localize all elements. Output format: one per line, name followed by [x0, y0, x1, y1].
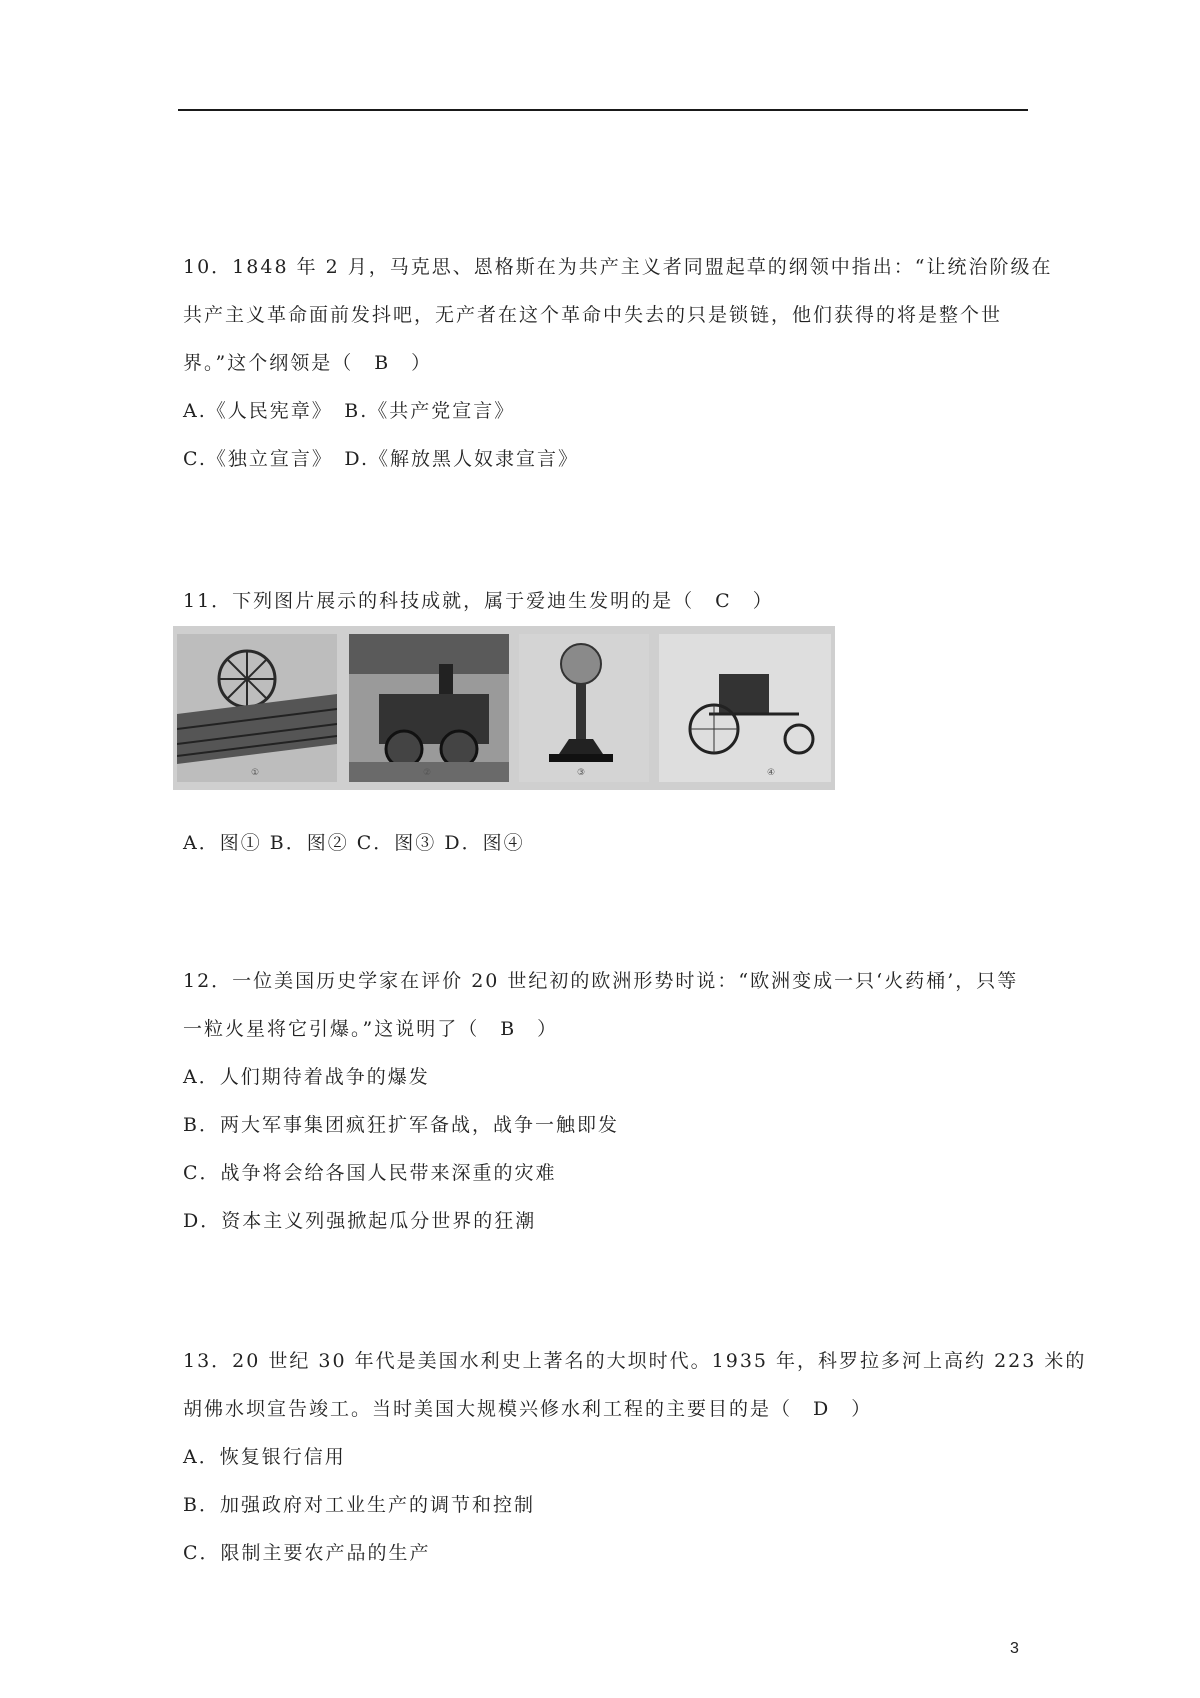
q11-question: 11．下列图片展示的科技成就，属于爱迪生发明的是（ C ） — [183, 590, 774, 612]
q13-option-c: C．限制主要农产品的生产 — [183, 1542, 431, 1564]
figure-panel-1 — [177, 634, 337, 782]
page-number: 3 — [1010, 1640, 1019, 1657]
figure-panel-2 — [349, 634, 509, 782]
q10-option-ab: A.《人民宪章》 B.《共产党宣言》 — [183, 400, 516, 422]
q10-line-3: 界。”这个纲领是（ B ） — [183, 352, 433, 374]
header-rule — [178, 109, 1028, 111]
q11-figure — [173, 626, 835, 790]
q12-line-1: 12．一位美国历史学家在评价 20 世纪初的欧洲形势时说：“欧洲变成一只‘火药桶’，只等 — [183, 970, 1019, 992]
figure-panel-3 — [519, 634, 649, 782]
figure-label-1: ① — [251, 768, 260, 778]
q13-option-b: B．加强政府对工业生产的调节和控制 — [183, 1494, 535, 1516]
q12-option-d: D．资本主义列强掀起瓜分世界的狂潮 — [183, 1210, 537, 1232]
q12-line-2: 一粒火星将它引爆。”这说明了（ B ） — [183, 1018, 559, 1040]
figure-panel-4 — [659, 634, 831, 782]
figure-label-2: ② — [423, 768, 432, 778]
q13-line-2: 胡佛水坝宣告竣工。当时美国大规模兴修水利工程的主要目的是（ D ） — [183, 1398, 873, 1420]
q12-option-b: B．两大军事集团疯狂扩军备战，战争一触即发 — [183, 1114, 619, 1136]
q13-option-a: A．恢复银行信用 — [183, 1446, 346, 1468]
figure-label-3: ③ — [577, 768, 586, 778]
q11-options: A．图① B．图② C．图③ D．图④ — [183, 832, 525, 854]
figure-label-4: ④ — [767, 768, 776, 778]
q12-option-a: A．人们期待着战争的爆发 — [183, 1066, 430, 1088]
q12-option-c: C．战争将会给各国人民带来深重的灾难 — [183, 1162, 557, 1184]
q13-line-1: 13．20 世纪 30 年代是美国水利史上著名的大坝时代。1935 年，科罗拉多河上高约 223 米的 — [183, 1350, 1087, 1372]
q10-option-cd: C.《独立宣言》 D.《解放黑人奴隶宣言》 — [183, 448, 579, 470]
q10-line-2: 共产主义革命面前发抖吧，无产者在这个革命中失去的只是锁链，他们获得的将是整个世 — [183, 304, 1003, 326]
q10-line-1: 10．1848 年 2 月，马克思、恩格斯在为共产主义者同盟起草的纲领中指出：“让统治阶级在 — [183, 256, 1053, 278]
